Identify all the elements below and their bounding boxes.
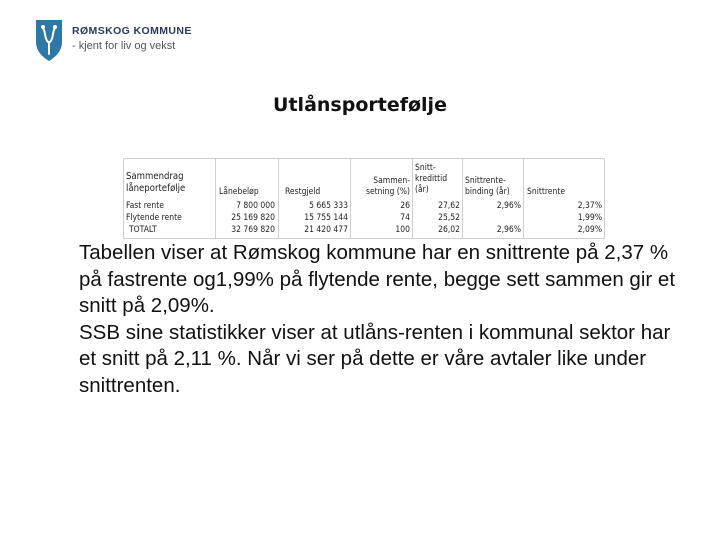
header-avg-rate: Snittrente xyxy=(527,187,566,197)
row-label: Fast rente xyxy=(126,201,164,211)
row-label: Flytende rente xyxy=(126,213,182,223)
body-paragraph-2: SSB sine statistikker viser at utlåns-renten i kommunal sektor har et snitt på 2,11 %. Når vi ser på dette er våre avtaler like under snittrenten. xyxy=(79,320,671,397)
cell-composition: 26 xyxy=(400,201,410,211)
cell-rate-binding: 2,96% xyxy=(496,225,521,235)
cell-rate: 1,99% xyxy=(577,213,602,223)
municipality-logo xyxy=(34,18,234,68)
coat-of-arms-icon xyxy=(34,18,64,62)
cell-amount: 32 769 820 xyxy=(231,225,275,235)
table-left-border xyxy=(123,158,124,239)
header-remaining: Restgjeld xyxy=(285,187,321,197)
header-avg-credit-time: Snitt- kredittid (år) xyxy=(415,163,448,195)
cell-amount: 7 800 000 xyxy=(236,201,275,211)
body-text xyxy=(79,240,679,399)
cell-composition: 100 xyxy=(395,225,410,235)
table-bottom-border xyxy=(123,238,605,239)
body-paragraph-1: Tabellen viser at Rømskog kommune har en snittrente på 2,37 % på fastrente og1,99% på flytende rente, begge sett sammen gir et snitt på 2,09%. xyxy=(79,241,676,317)
header-avg-rate-binding: Snittrente- binding (år) xyxy=(465,176,510,197)
table-top-border xyxy=(123,158,605,159)
page-title: Utlånsportefølje xyxy=(273,94,447,116)
cell-credit-time: 25,52 xyxy=(438,213,460,223)
org-tagline: - kjent for liv og vekst xyxy=(72,40,176,52)
cell-amount: 25 169 820 xyxy=(231,213,275,223)
cell-rate-binding: 2,96% xyxy=(496,201,521,211)
cell-composition: 74 xyxy=(400,213,410,223)
cell-rate: 2,09% xyxy=(577,225,602,235)
header-composition: Sammen- setning (%) xyxy=(365,176,410,197)
row-label: TOTALT xyxy=(129,225,157,235)
cell-credit-time: 27,62 xyxy=(438,201,460,211)
cell-remaining: 5 665 333 xyxy=(309,201,348,211)
table-right-border xyxy=(604,158,605,239)
cell-remaining: 21 420 477 xyxy=(304,225,348,235)
cell-remaining: 15 755 144 xyxy=(304,213,348,223)
header-amount: Lånebeløp xyxy=(219,187,259,197)
org-name: RØMSKOG KOMMUNE xyxy=(72,25,192,37)
cell-credit-time: 26,02 xyxy=(438,225,460,235)
header-summary: Sammendrag låneportefølje xyxy=(126,171,186,194)
cell-rate: 2,37% xyxy=(577,201,602,211)
